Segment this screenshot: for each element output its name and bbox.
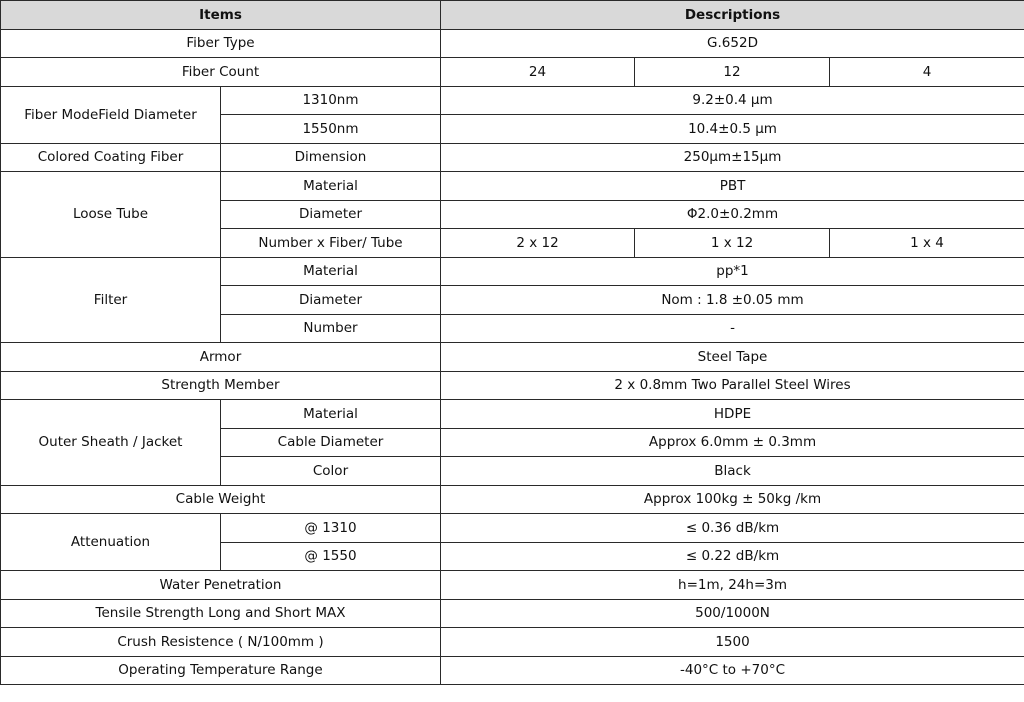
- row-value: 1500: [441, 628, 1024, 657]
- row-label: Crush Resistence ( N/100mm ): [1, 628, 441, 657]
- row-label: Tensile Strength Long and Short MAX: [1, 599, 441, 628]
- row-value: -: [441, 314, 1024, 343]
- row-value: G.652D: [441, 29, 1024, 58]
- row-value: 2 x 12: [441, 229, 635, 258]
- row-label: Fiber Type: [1, 29, 441, 58]
- table-row: [1, 58, 1024, 87]
- table-row: [1, 29, 1024, 58]
- row-label: Cable Weight: [1, 485, 441, 514]
- row-value: h=1m, 24h=3m: [441, 571, 1024, 600]
- row-value: HDPE: [441, 400, 1024, 429]
- table-row: [1, 571, 1024, 600]
- sub-label: 1550nm: [221, 115, 441, 144]
- sub-label: 1310nm: [221, 86, 441, 115]
- row-value: 500/1000N: [441, 599, 1024, 628]
- sub-label: Material: [221, 172, 441, 201]
- row-value: Φ2.0±0.2mm: [441, 200, 1024, 229]
- group-label: Fiber ModeField Diameter: [1, 86, 221, 143]
- table-row: [1, 371, 1024, 400]
- table-row: [1, 656, 1024, 685]
- row-value: Black: [441, 457, 1024, 486]
- row-value: 4: [830, 58, 1024, 87]
- group-label: Outer Sheath / Jacket: [1, 400, 221, 486]
- row-value: 2 x 0.8mm Two Parallel Steel Wires: [441, 371, 1024, 400]
- header-items: Items: [1, 1, 441, 30]
- sub-label: Number: [221, 314, 441, 343]
- row-value: 1 x 12: [635, 229, 830, 258]
- group-label: Filter: [1, 257, 221, 343]
- row-value: 9.2±0.4 μm: [441, 86, 1024, 115]
- group-label: Attenuation: [1, 514, 221, 571]
- table-row: [1, 514, 1024, 543]
- table-row: [1, 599, 1024, 628]
- sub-label: Cable Diameter: [221, 428, 441, 457]
- row-value: ≤ 0.36 dB/km: [441, 514, 1024, 543]
- row-value: 12: [635, 58, 830, 87]
- row-value: pp*1: [441, 257, 1024, 286]
- row-value: PBT: [441, 172, 1024, 201]
- sub-label: @ 1550: [221, 542, 441, 571]
- row-value: Approx 6.0mm ± 0.3mm: [441, 428, 1024, 457]
- sub-label: Material: [221, 400, 441, 429]
- table-row: [1, 485, 1024, 514]
- row-value: ≤ 0.22 dB/km: [441, 542, 1024, 571]
- table-row: [1, 86, 1024, 115]
- row-value: Steel Tape: [441, 343, 1024, 372]
- row-value: Nom : 1.8 ±0.05 mm: [441, 286, 1024, 315]
- row-value: 250μm±15μm: [441, 143, 1024, 172]
- sub-label: Dimension: [221, 143, 441, 172]
- group-label: Colored Coating Fiber: [1, 143, 221, 172]
- header-descriptions: Descriptions: [441, 1, 1024, 30]
- row-value: 10.4±0.5 μm: [441, 115, 1024, 144]
- sub-label: Number x Fiber/ Tube: [221, 229, 441, 258]
- group-label: Loose Tube: [1, 172, 221, 258]
- table-row: [1, 343, 1024, 372]
- sub-label: Material: [221, 257, 441, 286]
- row-value: -40°C to +70°C: [441, 656, 1024, 685]
- sub-label: Diameter: [221, 286, 441, 315]
- table-row: [1, 143, 1024, 172]
- header-row: [1, 1, 1024, 30]
- sub-label: @ 1310: [221, 514, 441, 543]
- sub-label: Color: [221, 457, 441, 486]
- table-row: [1, 257, 1024, 286]
- row-value: 1 x 4: [830, 229, 1024, 258]
- row-value: Approx 100kg ± 50kg /km: [441, 485, 1024, 514]
- table-row: [1, 172, 1024, 201]
- row-label: Water Penetration: [1, 571, 441, 600]
- row-label: Strength Member: [1, 371, 441, 400]
- row-label: Operating Temperature Range: [1, 656, 441, 685]
- row-label: Fiber Count: [1, 58, 441, 87]
- sub-label: Diameter: [221, 200, 441, 229]
- table-row: [1, 400, 1024, 429]
- row-value: 24: [441, 58, 635, 87]
- table-row: [1, 628, 1024, 657]
- row-label: Armor: [1, 343, 441, 372]
